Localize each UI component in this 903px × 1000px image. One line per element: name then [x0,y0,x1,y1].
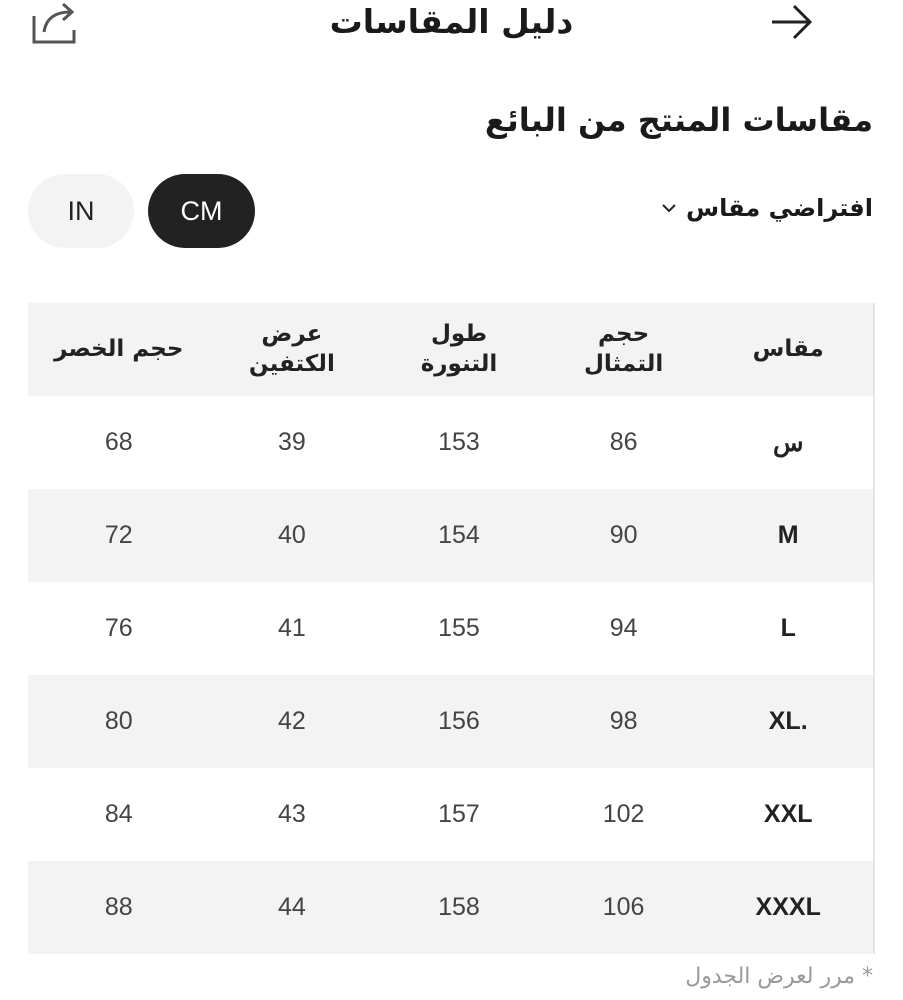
bust-cell: 90 [609,521,638,549]
shoulder-width-cell: 39 [277,428,306,456]
unit-cm-button[interactable]: CM [148,174,255,248]
size-cell: س [772,428,804,457]
shoulder-width-cell: 41 [277,614,306,642]
header-shoulder-width: عرض الكتفين [248,320,335,377]
waist-cell: 68 [104,428,133,456]
size-cell: XXL [763,800,813,828]
waist-cell: 88 [104,893,133,921]
size-cell: .XL [768,707,808,735]
bust-cell: 106 [602,893,645,921]
table-header-row [28,303,873,396]
size-cell: XXXL [755,893,821,921]
chevron-down-icon [660,199,678,217]
table-row [28,582,873,675]
page-title: دليل المقاسات [329,2,574,41]
skirt-length-cell: 155 [438,614,480,642]
top-bar [0,0,903,50]
table-row [28,861,873,954]
size-cell: M [777,521,799,549]
waist-cell: 76 [104,614,133,642]
skirt-length-cell: 154 [438,521,480,549]
table-row [28,768,873,861]
bust-cell: 98 [609,707,638,735]
unit-in-button[interactable]: IN [28,174,134,248]
shoulder-width-cell: 40 [277,521,306,549]
header-waist: حجم الخصر [54,335,184,362]
header-skirt-length: طول التنورة [420,320,498,377]
section-title: مقاسات المنتج من البائع [484,101,873,139]
size-table [28,303,875,954]
scroll-hint: * مرر لعرض الجدول [685,964,873,989]
table-row [28,675,873,768]
shoulder-width-cell: 44 [277,893,306,921]
header-size: مقاس [752,335,824,362]
back-button[interactable] [766,0,816,44]
waist-cell: 84 [104,800,133,828]
table-row [28,489,873,582]
skirt-length-cell: 158 [438,893,480,921]
table-row [28,396,873,489]
waist-cell: 80 [104,707,133,735]
skirt-length-cell: 157 [438,800,480,828]
shoulder-width-cell: 43 [277,800,306,828]
size-selector-label: افتراضي مقاس [686,194,873,222]
shoulder-width-cell: 42 [277,707,306,735]
bust-cell: 102 [602,800,645,828]
skirt-length-cell: 156 [438,707,480,735]
header-bust: حجم التمثال [583,320,664,377]
skirt-length-cell: 153 [438,428,480,456]
bust-cell: 94 [609,614,638,642]
bust-cell: 86 [609,428,638,456]
arrow-right-icon [766,0,816,44]
waist-cell: 72 [104,521,133,549]
size-cell: L [780,614,796,642]
size-selector[interactable] [660,194,873,222]
